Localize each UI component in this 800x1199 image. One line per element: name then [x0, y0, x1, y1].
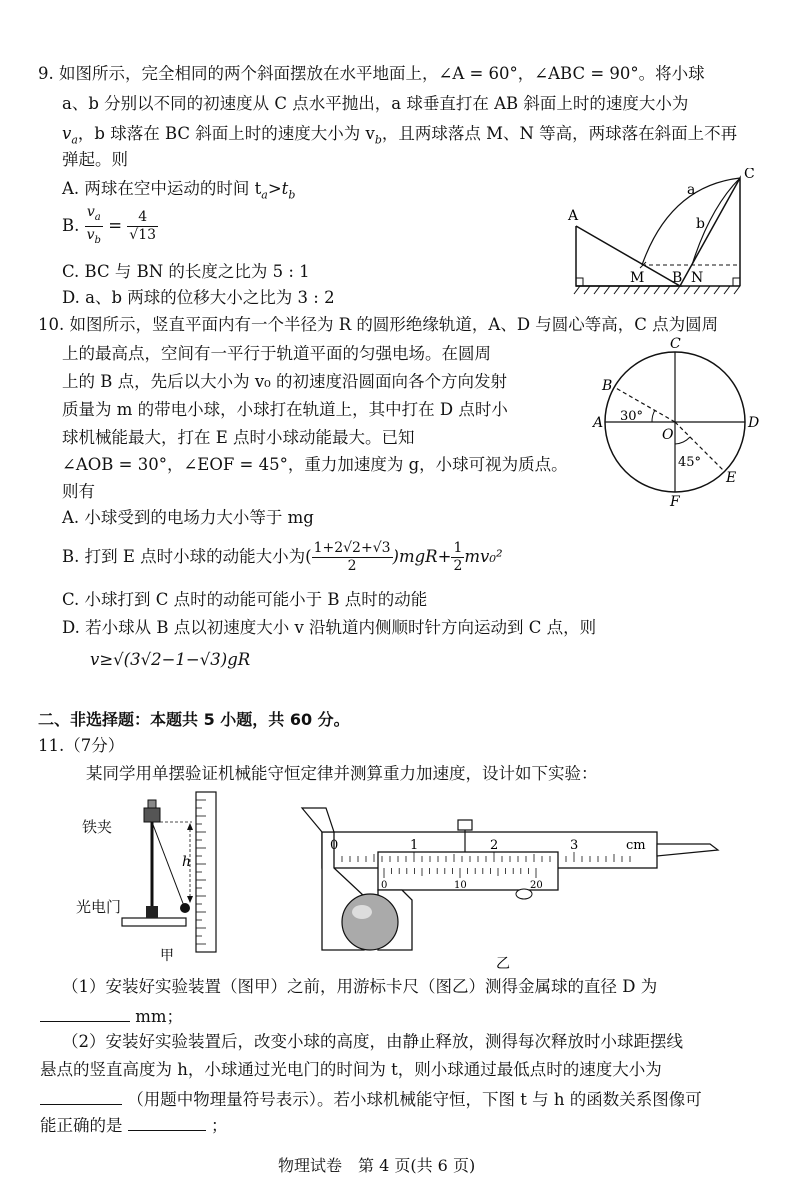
q11-part2-line4 [40, 1112, 228, 1138]
q11-part2-line4-pre: 能正确的是 [40, 1116, 123, 1135]
q9-option-a-sub2: b [288, 188, 296, 202]
q9-ob-dls: b [94, 234, 101, 246]
fig11-caption-yi: 乙 [496, 956, 510, 972]
q9-option-b-frac-left [85, 204, 103, 249]
fig10-label-a: A [593, 415, 604, 431]
q10-option-d-formula: v≥√(3√2−1−√3)gR [90, 650, 251, 669]
label-photogate: 光电门 [76, 898, 122, 916]
q11-intro: 某同学用单摆验证机械能守恒定律并测算重力加速度，设计如下实验： [86, 764, 598, 783]
q11-part2-line2: 悬点的竖直高度为 h，小球通过光电门的时间为 t，则小球通过最低点时的速度大小为 [40, 1060, 662, 1079]
fig9-label-ball-b: b [696, 216, 705, 232]
q9-option-a [62, 177, 295, 207]
q10-ob-d2: 2 [453, 558, 463, 574]
fig11-caption-jia: 甲 [160, 948, 174, 964]
fig10-angle-45: 45° [678, 455, 702, 470]
q11-part1-unit: mm； [135, 1007, 184, 1026]
fig9-label-c: C [744, 168, 755, 182]
q10-ob-n2: 1 [453, 540, 463, 556]
q11-figure-pendulum [100, 790, 230, 965]
fig9-label-b: B [672, 270, 683, 286]
q9-option-c: C. BC 与 BN 的长度之比为 5 : 1 [62, 262, 310, 281]
main-tick-2: 2 [490, 838, 499, 853]
q9-option-b-eq: = [108, 215, 123, 235]
q9-ob-dr: 13 [138, 226, 157, 243]
fig9-label-a-point: A [568, 208, 579, 224]
q9-line3 [62, 122, 737, 152]
q9-va: v [62, 124, 72, 143]
main-tick-3: 3 [570, 838, 579, 853]
fig10-label-o: O [662, 427, 674, 443]
q9-vb-sub: b [374, 133, 382, 147]
q10-option-b-mid: )mgR+ [392, 547, 452, 566]
q10-option-b-frac2 [451, 540, 464, 575]
q10-line6: ∠AOB = 30°，∠EOF = 45°，重力加速度为 g，小球可视为质点。 [62, 455, 568, 474]
photogate [146, 906, 158, 918]
q10-ob-d1: 2 [347, 558, 357, 574]
vernier-tick-20: 20 [530, 880, 543, 891]
main-tick-0: 0 [330, 838, 339, 853]
q10-option-c: C. 小球打到 C 点时的动能可能小于 B 点时的动能 [62, 590, 428, 609]
q9-line3-mid: ，b 球落在 BC 斜面上时的速度大小为 v [77, 124, 375, 143]
q9-option-a-text: A. 两球在空中运动的时间 t [62, 179, 262, 198]
page-footer: 物理试卷 第 4 页(共 6 页) [278, 1156, 476, 1175]
unit-cm: cm [626, 838, 646, 853]
vernier-tick-10: 10 [454, 880, 467, 891]
q9-option-b-label: B. [62, 215, 80, 235]
pendulum-string [152, 822, 184, 906]
q11-part1-line2 [40, 1003, 183, 1029]
q9-ob-nr: 4 [127, 209, 158, 227]
q11-part2-line3 [40, 1086, 702, 1112]
q9-option-d: D. a、b 两球的位移大小之比为 3 : 2 [62, 288, 335, 307]
metal-ball [342, 894, 398, 950]
q9-va-sub: a [71, 133, 78, 147]
q10-option-b-end: mv₀² [464, 547, 503, 566]
q9-ob-dl: v [86, 226, 95, 243]
q10-figure-circle [590, 334, 770, 514]
pendulum-ball [180, 903, 190, 913]
q11-part2-line1: （2）安装好实验装置后，改变小球的高度，由静止释放，测得每次释放时小球距摆线 [62, 1032, 683, 1051]
q9-figure-inclines [560, 168, 760, 298]
q10-option-d: D. 若小球从 B 点以初速度大小 v 沿轨道内侧顺时针方向运动到 C 点，则 [62, 618, 597, 637]
answer-blank-graph[interactable] [128, 1112, 206, 1131]
q10-option-b [62, 540, 503, 575]
fig10-label-e: E [726, 470, 737, 486]
q9-line1: 9. 如图所示，完全相同的两个斜面摆放在水平地面上，∠A = 60°，∠ABC = 90°。将小球 [38, 64, 705, 83]
q9-ob-nls: a [94, 211, 101, 223]
answer-blank-speed[interactable] [40, 1086, 122, 1105]
q10-line1: 10. 如图所示，竖直平面内有一个半径为 R 的圆形绝缘轨道，A、D 与圆心等高，C 点为圆周 [38, 315, 719, 334]
q10-option-b-frac1 [312, 540, 393, 575]
depth-rod [657, 844, 718, 856]
answer-blank-diameter[interactable] [40, 1003, 130, 1022]
q9-ob-nl: v [86, 204, 95, 220]
q10-line3: 上的 B 点，先后以大小为 v₀ 的初速度沿圆面向各个方向发射 [62, 372, 508, 391]
fig10-angle-30: 30° [620, 409, 644, 424]
q9-line2: a、b 分别以不同的初速度从 C 点水平抛出，a 球垂直打在 AB 斜面上时的速度大小为 [62, 94, 689, 113]
q9-option-b [62, 204, 158, 249]
q11-part2-line3-text: （用题中物理量符号表示）。若小球机械能守恒，下图 t 与 h 的函数关系图像可 [127, 1090, 702, 1109]
q9-line4: 弹起。则 [62, 150, 128, 169]
label-iron-clamp: 铁夹 [82, 818, 113, 836]
lock-screw [458, 820, 472, 830]
fig9-label-ball-a: a [687, 182, 696, 198]
q11-part2-line4-end: ； [211, 1116, 228, 1135]
fig11-label-h: h [182, 854, 192, 870]
q10-ob-n1: 1+2√2+√3 [313, 540, 391, 556]
vernier-tick-0: 0 [381, 880, 388, 891]
q10-option-a: A. 小球受到的电场力大小等于 mg [62, 508, 314, 527]
q10-line5: 球机械能最大，打在 E 点时小球动能最大。已知 [62, 428, 415, 447]
q9-option-a-sub1: a [261, 188, 268, 202]
fig9-label-n: N [691, 270, 704, 286]
q10-line2: 上的最高点，空间有一平行于轨道平面的匀强电场。在圆周 [62, 344, 491, 363]
q11-part1-line1: （1）安装好实验装置（图甲）之前，用游标卡尺（图乙）测得金属球的直径 D 为 [62, 977, 658, 996]
main-tick-1: 1 [410, 838, 419, 853]
iron-clamp [144, 808, 160, 822]
fig10-label-d: D [748, 415, 760, 431]
q10-option-b-pre: B. 打到 E 点时小球的动能大小为( [62, 547, 312, 566]
q9-option-a-mid: >t [267, 179, 289, 198]
q9-option-b-frac-right: $\frac{4}{√13}$ [129, 208, 157, 243]
q11-figure-caliper [292, 800, 722, 972]
section-heading: 二、非选择题：本题共 5 小题，共 60 分。 [38, 710, 350, 729]
q10-line4: 质量为 m 的带电小球，小球打在轨道上，其中打在 D 点时小 [62, 400, 508, 419]
fig9-label-m: M [630, 270, 645, 286]
fig10-label-b: B [602, 378, 613, 394]
stand-base [122, 918, 186, 926]
q10-line7: 则有 [62, 482, 95, 501]
q11-heading: 11.（7分） [38, 736, 125, 755]
incline-left [576, 226, 683, 286]
fig10-label-f: F [670, 494, 680, 510]
q9-line3-end: ，且两球落点 M、N 等高，两球落在斜面上不再 [381, 124, 738, 143]
fig10-label-c: C [670, 336, 681, 352]
